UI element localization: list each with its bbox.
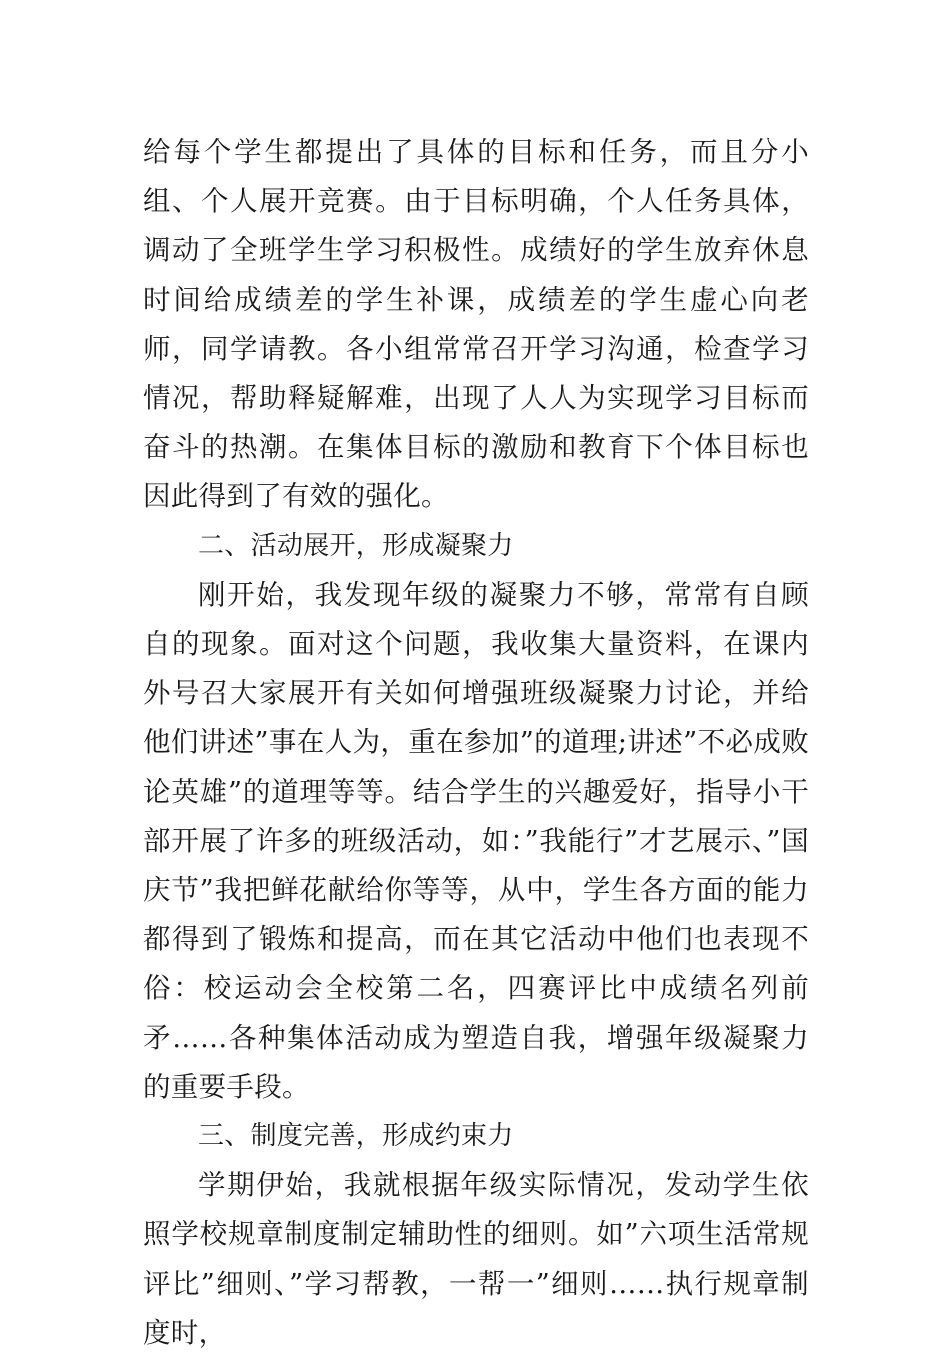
section-heading: 二、活动展开，形成凝聚力	[198, 530, 514, 561]
body-paragraph: 给每个学生都提出了具体的目标和任务，而且分小组、个人展开竞赛。由于目标明确，个人任务具体，调动了全班学生学习积极性。成绩好的学生放弃休息时间给成绩差的学生补课，成绩差的学生虚心向老师，同学请教。各小组常常召开学习沟通，检查学习情况，帮助释疑解难，出现了人人为实现学习目标而奋斗的热潮。在集体目标的激励和教育下个体目标也因此得到了有效的强化。	[143, 136, 809, 513]
body-paragraph: 学期伊始，我就根据年级实际情况，发动学生依照学校规章制度制定辅助性的细则。如”六项生活常规评比”细则、”学习帮教，一帮一”细则……执行规章制度时，	[143, 1169, 809, 1349]
section-heading: 三、制度完善，形成约束力	[198, 1121, 514, 1152]
document-body	[143, 128, 809, 1358]
body-paragraph: 刚开始，我发现年级的凝聚力不够，常常有自顾自的现象。面对这个问题，我收集大量资料，在课内外号召大家展开有关如何增强班级凝聚力讨论，并给他们讲述”事在人为，重在参加”的道理;讲述”不必成败论英雄”的道理等等。结合学生的兴趣爱好，指导小干部开展了许多的班级活动，如：”我能行”才艺展示、”国庆节”我把鲜花献给你等等，从中，学生各方面的能力都得到了锻炼和提高，而在其它活动中他们也表现不俗：校运动会全校第二名，四赛评比中成绩名列前矛……各种集体活动成为塑造自我，增强年级凝聚力的重要手段。	[143, 578, 809, 1103]
